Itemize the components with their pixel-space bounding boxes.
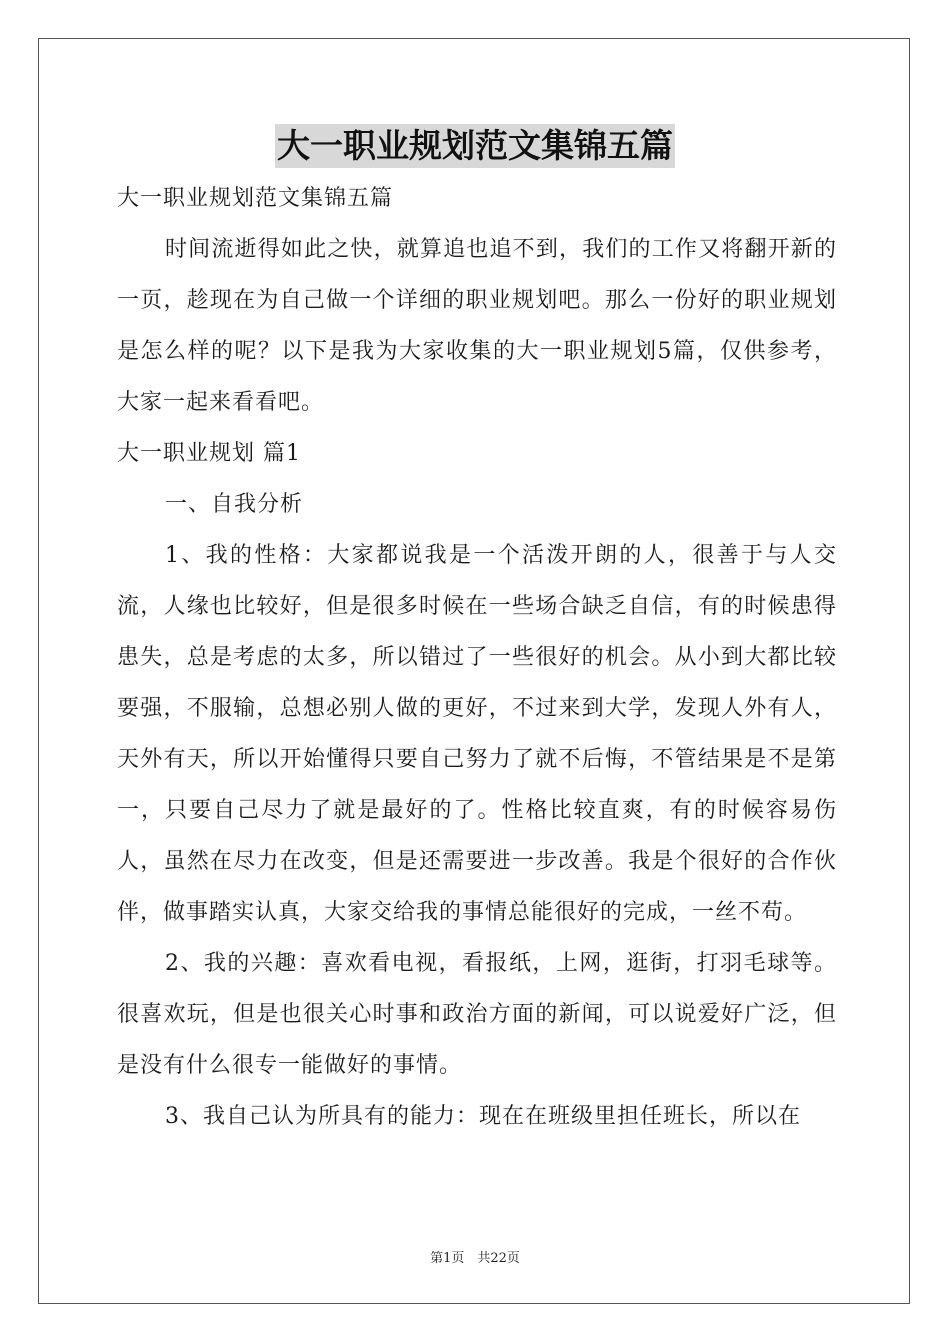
document-title: 大一职业规划范文集锦五篇 xyxy=(275,124,675,168)
page-footer: 第1页 共22页 xyxy=(430,1251,520,1266)
document-body xyxy=(117,173,837,1142)
body-paragraph-interests: 2、我的兴趣：喜欢看电视，看报纸，上网，逛街，打羽毛球等。很喜欢玩，但是也很关心时事和政治方面的新闻，可以说爱好广泛，但是没有什么很专一能做好的事情。 xyxy=(117,951,837,1078)
body-paragraph-abilities: 3、我自己认为所具有的能力：现在在班级里担任班长，所以在 xyxy=(165,1104,801,1129)
intro-paragraph: 时间流逝得如此之快，就算追也追不到，我们的工作又将翻开新的一页，趁现在为自己做一个详细的职业规划吧。那么一份好的职业规划是怎么样的呢？以下是我为大家收集的大一职业规划5篇，仅供参考，大家一起来看看吧。 xyxy=(117,237,837,415)
subtitle-paragraph: 大一职业规划范文集锦五篇 xyxy=(117,186,394,211)
section-heading: 大一职业规划 篇1 xyxy=(117,441,301,466)
subsection-heading: 一、自我分析 xyxy=(165,492,304,517)
body-paragraph-personality: 1、我的性格：大家都说我是一个活泼开朗的人，很善于与人交流，人缘也比较好，但是很多时候在一些场合缺乏自信，有的时候患得患失，总是考虑的太多，所以错过了一些很好的机会。从小到大都比较要强，不服输，总想必别人做的更好，不过来到大学，发现人外有人，天外有天，所以开始懂得只要自己努力了就不后悔，不管结果是不是第一，只要自己尽力了就是最好的了。性格比较直爽，有的时候容易伤人，虽然在尽力在改变，但是还需要进一步改善。我是个很好的合作伙伴，做事踏实认真，大家交给我的事情总能很好的完成，一丝不苟。 xyxy=(117,543,837,925)
title-container xyxy=(0,124,950,168)
